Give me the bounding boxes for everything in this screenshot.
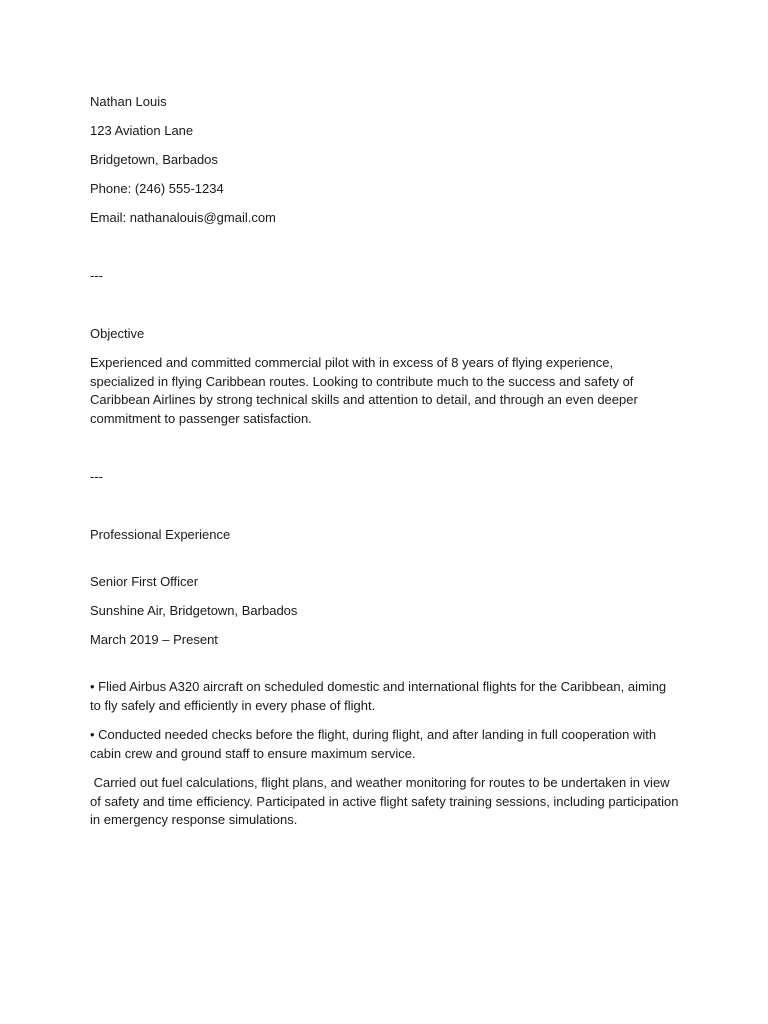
experience-role: Senior First Officer (90, 574, 199, 589)
experience-item: • Flied Airbus A320 aircraft on scheduled domestic and international flights for the Caribbean, aiming to fly safely and efficiently in every phase of flight. (90, 679, 670, 713)
experience-dates: March 2019 – Present (90, 632, 218, 647)
objective-text: Experienced and committed commercial pilot with in excess of 8 years of flying experience, specialized in flying Caribbean routes. Looking to contribute much to the success and safety of Caribbean Airlines by strong technical skills and attention to detail, and through an even deeper commitment to passenger satisfaction. (90, 355, 642, 426)
contact-name: Nathan Louis (90, 94, 167, 109)
experience-heading: Professional Experience (90, 527, 231, 542)
contact-address-line2: Bridgetown, Barbados (90, 152, 218, 167)
experience-item: • Conducted needed checks before the flight, during flight, and after landing in full cooperation with cabin crew and ground staff to ensure maximum service. (90, 727, 660, 761)
experience-item: Carried out fuel calculations, flight plans, and weather monitoring for routes to be undertaken in view of safety and time efficiency. Participated in active flight safety training sessions, including participation in emergency response simulations. (90, 775, 683, 827)
document-page (90, 93, 683, 841)
separator: --- (90, 268, 103, 283)
separator: --- (90, 469, 103, 484)
experience-company: Sunshine Air, Bridgetown, Barbados (90, 603, 298, 618)
contact-address-line1: 123 Aviation Lane (90, 123, 194, 138)
contact-email: Email: nathanalouis@gmail.com (90, 210, 276, 225)
objective-heading: Objective (90, 326, 145, 341)
contact-phone: Phone: (246) 555-1234 (90, 181, 224, 196)
